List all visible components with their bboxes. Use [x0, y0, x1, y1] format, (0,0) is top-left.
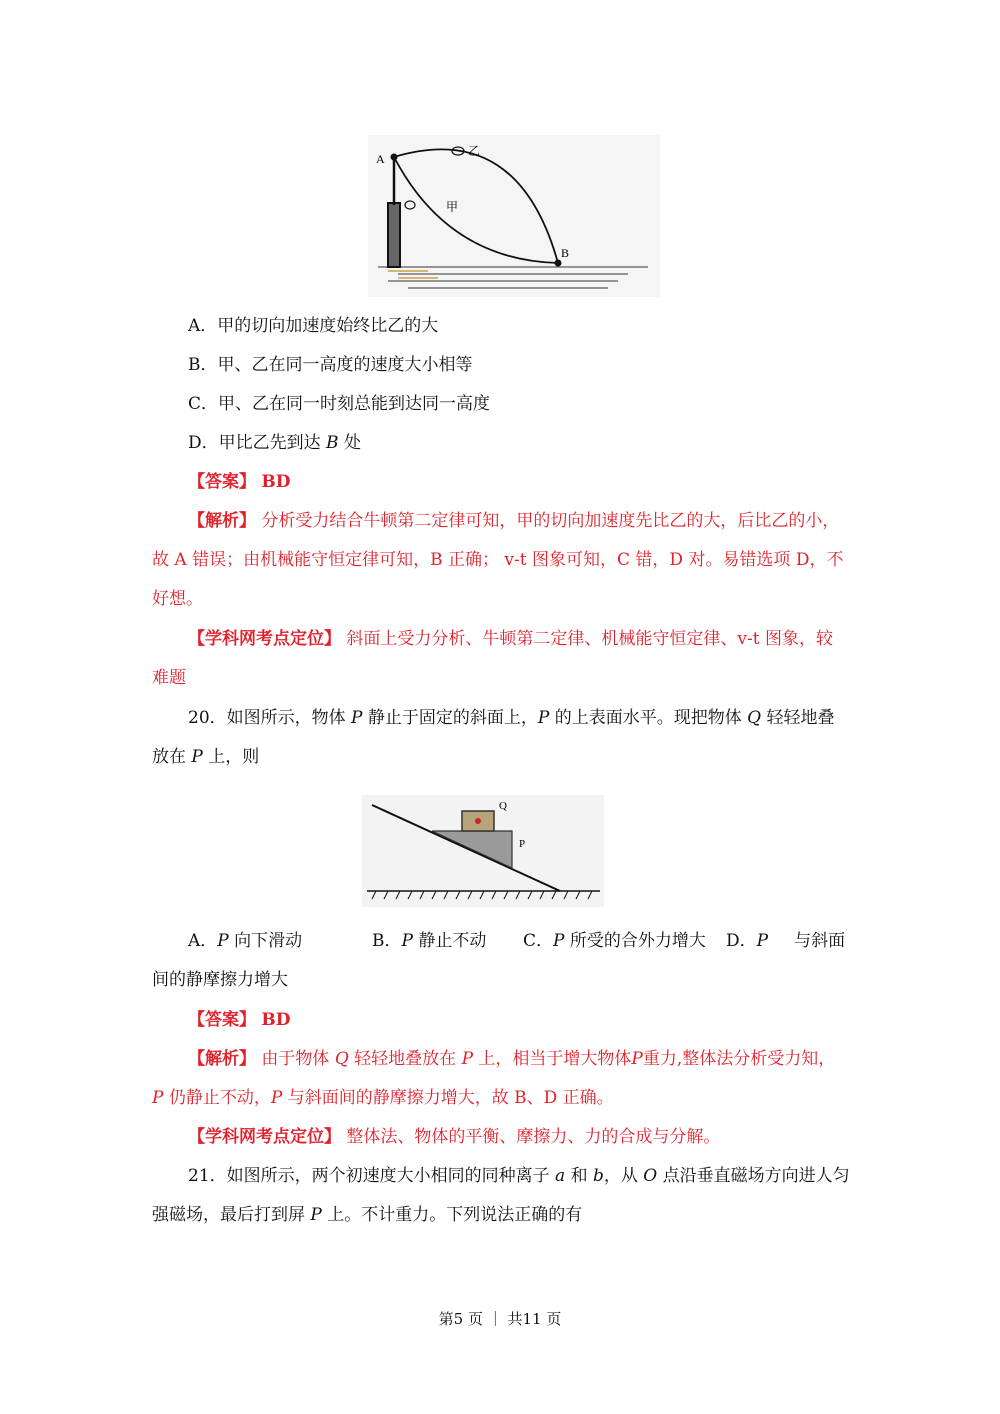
figure-curved-paths — [368, 135, 660, 297]
q19-option-a: A．甲的切向加速度始终比乙的大 — [188, 316, 439, 336]
label-B: B — [561, 246, 570, 260]
q19-analysis-line3: 好想。 — [152, 589, 203, 609]
q20-option-b: B．P 静止不动 — [372, 931, 487, 951]
q20-knowledge-point: 【学科网考点定位】 整体法、物体的平衡、摩擦力、力的合成与分解。 — [188, 1127, 721, 1147]
q20-option-d: D．P 与斜面 — [726, 931, 846, 951]
q19-analysis-line2: 故 A 错误；由机械能守恒定律可知，B 正确； v-t 图象可知，C 错，D 对。易错选项 D，不 — [152, 550, 844, 570]
q20-answer: 【答案】 BD — [188, 1010, 291, 1030]
q20-stem-line1: 20．如图所示，物体 P 静止于固定的斜面上，P 的上表面水平。现把物体 Q 轻轻地叠 — [188, 708, 835, 728]
q20-stem-line2: 放在 P 上，则 — [152, 747, 260, 767]
q20-analysis-line2: P 仍静止不动，P 与斜面间的静摩擦力增大，故 B、D 正确。 — [152, 1088, 614, 1108]
label-jia: 甲 — [446, 200, 459, 214]
label-A: A — [376, 152, 385, 166]
figure-incline — [362, 795, 604, 907]
q21-stem-line2: 强磁场，最后打到屏 P 上。不计重力。下列说法正确的有 — [152, 1205, 583, 1225]
q20-option-c: C．P 所受的合外力增大 — [523, 931, 706, 951]
label-yi: 乙 — [468, 144, 481, 158]
q19-option-b: B．甲、乙在同一高度的速度大小相等 — [188, 355, 473, 375]
q19-analysis-line1: 【解析】 分析受力结合牛顿第二定律可知，甲的切向加速度先比乙的大，后比乙的小， — [188, 511, 840, 531]
label-P: P — [519, 838, 526, 850]
q19-answer: 【答案】 BD — [188, 472, 291, 492]
q19-knowledge-point-line2: 难题 — [152, 668, 186, 688]
q21-stem-line1: 21．如图所示，两个初速度大小相同的同种离子 a 和 b，从 O 点沿垂直磁场方向进人匀 — [188, 1166, 850, 1186]
label-Q: Q — [499, 800, 507, 812]
q20-option-a: A．P 向下滑动 — [188, 931, 303, 951]
q19-knowledge-point-line1: 【学科网考点定位】 斜面上受力分析、牛顿第二定律、机械能守恒定律、v-t 图象，较 — [188, 629, 833, 649]
page-footer: 第5 页 ｜ 共11 页 — [438, 1310, 562, 1328]
q20-analysis-line1: 【解析】 由于物体 Q 轻轻地叠放在 P 上，相当于增大物体P重力,整体法分析受力知， — [188, 1049, 836, 1069]
q19-option-c: C．甲、乙在同一时刻总能到达同一高度 — [188, 394, 491, 414]
q20-option-d-continued: 间的静摩擦力增大 — [152, 970, 288, 990]
q19-option-d: D．甲比乙先到达 B 处 — [188, 433, 361, 453]
